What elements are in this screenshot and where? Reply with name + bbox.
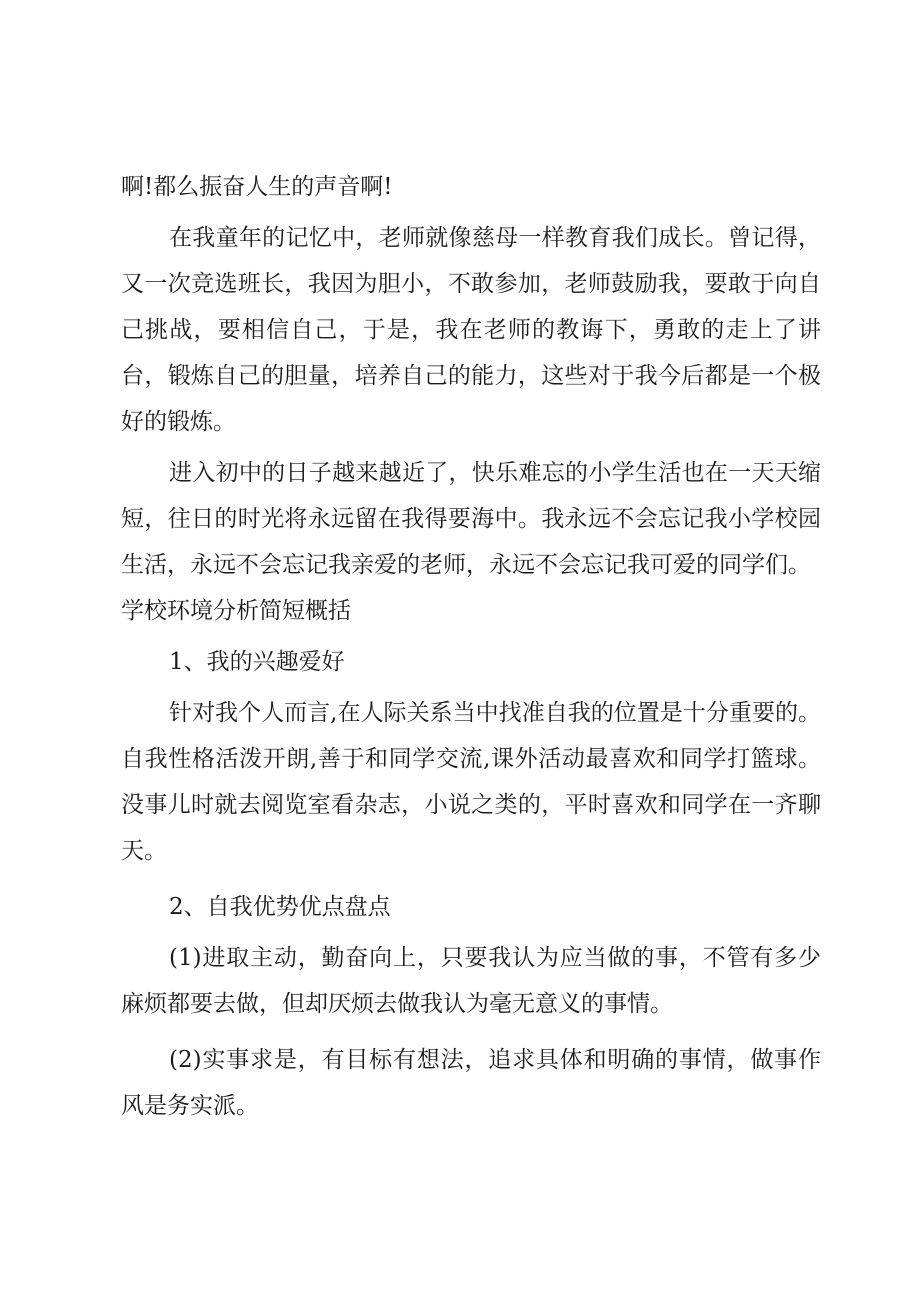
paragraph-strength-2: (2)实事求是，有目标有想法，追求具体和明确的事情，做事作风是务实派。 bbox=[121, 1047, 821, 1119]
document-body bbox=[121, 164, 821, 1129]
paragraph-hobbies: 针对我个人而言,在人际关系当中找准自我的位置是十分重要的。自我性格活泼开朗,善于和同学交流,课外活动最喜欢和同学打篮球。没事儿时就去阅览室看杂志，小说之类的，平时喜欢和同学在一齐聊天。 bbox=[121, 700, 821, 864]
subheading-hobbies: 1、我的兴趣爱好 bbox=[169, 649, 345, 675]
paragraph-strength-1: (1)进取主动，勤奋向上，只要我认为应当做的事，不管有多少麻烦都要去做，但却厌烦去做我认为毫无意义的事情。 bbox=[121, 945, 821, 1017]
section-heading: 学校环境分析简短概括 bbox=[121, 598, 351, 624]
paragraph-2: 在我童年的记忆中，老师就像慈母一样教育我们成长。曾记得，又一次竞选班长，我因为胆小，不敢参加，老师鼓励我，要敢于向自己挑战，要相信自己，于是，我在老师的教诲下，勇敢的走上了讲台，锻炼自己的胆量，培养自己的能力，这些对于我今后都是一个极好的锻炼。 bbox=[121, 225, 821, 435]
subheading-strengths: 2、自我优势优点盘点 bbox=[169, 894, 391, 920]
paragraph-1: 啊!都么振奋人生的声音啊! bbox=[121, 174, 393, 200]
paragraph-3: 进入初中的日子越来越近了，快乐难忘的小学生活也在一天天缩短，往日的时光将永远留在我得要海中。我永远不会忘记我小学校园生活，永远不会忘记我亲爱的老师，永远不会忘记我可爱的同学们。 bbox=[121, 460, 821, 578]
